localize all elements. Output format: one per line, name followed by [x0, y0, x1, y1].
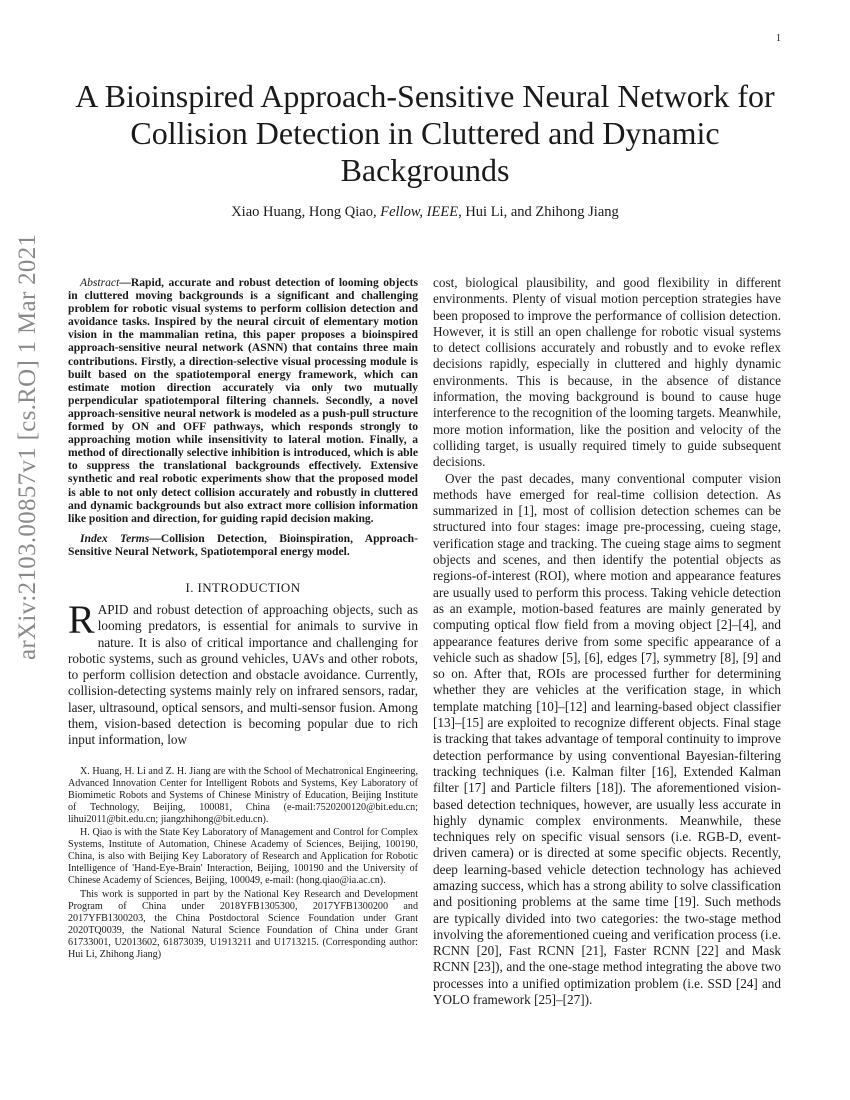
footnote-affiliation-2: H. Qiao is with the State Key Laboratory of Management and Control for Complex Systems, Institute of Automation, Chinese Academy of Sciences, Beijing, 100190, China, is also with Beijing Key Laboratory of Research and Application for Robotic Intelligence of 'Hand-Eye-Brain' Interaction, Beijing, 100190 and the University of Chinese Academy of Sciences, Beijing, 100049, e-mail: (hong.qiao@ia.ac.cn).	[68, 827, 418, 887]
index-terms	[68, 532, 418, 558]
left-column	[68, 276, 418, 962]
abstract-label: Abstract	[80, 276, 120, 289]
dropcap: R	[68, 596, 95, 642]
abstract-text: —Rapid, accurate and robust detection of looming objects in cluttered moving backgrounds is a significant and challenging problem for robotic visual systems to perform collision detection and avoidance tasks. Inspired by the neural circuit of elementary motion vision in the mammalian retina, this paper proposes a bioinspired approach-sensitive neural network (ASNN) that contains three main contributions. Firstly, a direction-selective visual processing module is built based on the spatiotemporal energy framework, which can estimate motion direction accurately via only two mutually perpendicular spatiotemporal filtering channels. Secondly, a novel approach-sensitive neural network is modeled as a push-pull structure formed by ON and OFF pathways, which responds strongly to approaching motion while insensitivity to lateral motion. Finally, a method of directionally selective inhibition is introduced, which is able to suppress the translational backgrounds effectively. Extensive synthetic and real robotic experiments show that the proposed model is able to not only detect collision accurately and robustly in cluttered and dynamic backgrounds but also extract more collision information like position and direction, for guiding rapid decision making.	[68, 276, 418, 525]
paper-title: A Bioinspired Approach-Sensitive Neural Network for Collision Detection in Cluttered and Dynamic Backgrounds	[75, 78, 775, 188]
author-names: Xiao Huang, Hong Qiao,	[231, 204, 377, 220]
intro-text: APID and robust detection of approaching objects, such as looming predators, is essential for animals to survive in nature. It is also of critical importance and challenging for robotic systems, such as ground vehicles, UAVs and other robots, to perform collision detection and obstacle avoidance. Currently, collision-detecting systems mainly rely on infrared sensors, radar, laser, ultrasound, optical sensors, and multi-sensor fusion. Among them, vision-based detection is becoming popular due to rich input information, low	[68, 601, 418, 748]
body-paragraph-2: Over the past decades, many conventional computer vision methods have emerged for real-time collision detection. As summarized in [1], most of collision detection schemes can be structured into four stages: image pre-processing, cueing stage, verification stage and tracking. The cueing stage aims to segment objects and scenes, and then identify the potential objects as regions-of-interest (ROI), where motion and appearance features are usually used to perform this process. Taking vehicle detection as an example, motion-based features are mainly generated by computing optical flow field from a moving object [2]–[4], and appearance features derive from some specific appearance of a vehicle such as shadow [5], [6], edges [7], symmetry [8], [9] and so on. After that, ROIs are processed further for determining whether they are vehicles at the verification stage, in which template matching [10]–[12] and learning-based object classifier [13]–[15] are exploited to recognize different objects. Final stage is tracking that takes advantage of temporal continuity to improve detection performance by using conventional Bayesian-filtering tracking techniques (i.e. Kalman filter [16], Extended Kalman filter [17] and Particle filters [18]). The aforementioned vision-based detection techniques, however, are usually less accurate in highly dynamic complex environments. Meanwhile, these techniques rely on specific visual sensors (i.e. RGB-D, event-driven camera) or is directed at some specific objects. Recently, deep learning-based vehicle detection technology has achieved amazing success, which has a strong ability to solve classification and positioning problems at the same time [19]. Such methods are typically divided into two categories: the two-stage method involving the aforementioned cueing and verification process (i.e. RCNN [20], Fast RCNN [21], Faster RCNN [22] and Mask RCNN [23]), and the one-stage method integrating the above two processes into a unified optimization problem (i.e. SSD [24] and YOLO framework [25]–[27]).	[433, 470, 781, 1008]
footnotes	[68, 766, 418, 962]
author-list	[68, 204, 782, 221]
footnote-funding: This work is supported in part by the National Key Research and Development Program of China under 2018YFB1305300, 2017YFB1300200 and 2017YFB1300203, the China Postdoctoral Science Foundation under Grant 2020TQ0039, the National Natural Science Foundation of China under Grant 61733001, U2013602, 61873039, U1913211 and U1713215. (Corresponding author: Hui Li, Zhihong Jiang)	[68, 888, 418, 961]
abstract	[68, 276, 418, 525]
page-number: 1	[776, 33, 781, 44]
right-column	[433, 275, 781, 1008]
arxiv-identifier: arXiv:2103.00857v1 [cs.RO] 1 Mar 2021	[14, 233, 41, 660]
intro-paragraph	[68, 596, 418, 749]
author-fellow: Fellow, IEEE	[380, 204, 459, 220]
footnote-affiliation-1: X. Huang, H. Li and Z. H. Jiang are with the School of Mechatronical Engineering, Advanced Innovation Center for Intelligent Robots and Systems, Key Laboratory of Biomimetic Robots and Systems of Chinese Ministry of Education, Beijing Institute of Technology, Beijing, 100081, China (e-mail:7520200120@bit.edu.cn; lihui2011@bit.edu.cn; jiangzhihong@bit.edu.cn).	[68, 765, 418, 826]
index-terms-text: —Collision Detection, Bioinspiration, Approach-Sensitive Neural Network, Spatiotemporal energy model.	[68, 531, 418, 558]
index-terms-label: Index Terms	[80, 531, 150, 545]
section-heading: I. INTRODUCTION	[185, 579, 301, 595]
body-paragraph-1: cost, biological plausibility, and good flexibility in different environments. Plenty of visual motion perception strategies have been proposed to improve the performance of collision detection. However, it is still an open challenge for robotic visual systems to detect collisions accurately and robustly and to evoke reflex decisions rapidly, especially in cluttered and highly dynamic environments. This is because, in the absence of distance information, the moving background is bound to cause huge interference to the recognition of the looming targets. Meanwhile, more motion information, like the position and velocity of the colliding target, is usually required timely to guide subsequent decisions.	[433, 275, 781, 470]
author-names-rest: , Hui Li, and Zhihong Jiang	[458, 204, 619, 220]
